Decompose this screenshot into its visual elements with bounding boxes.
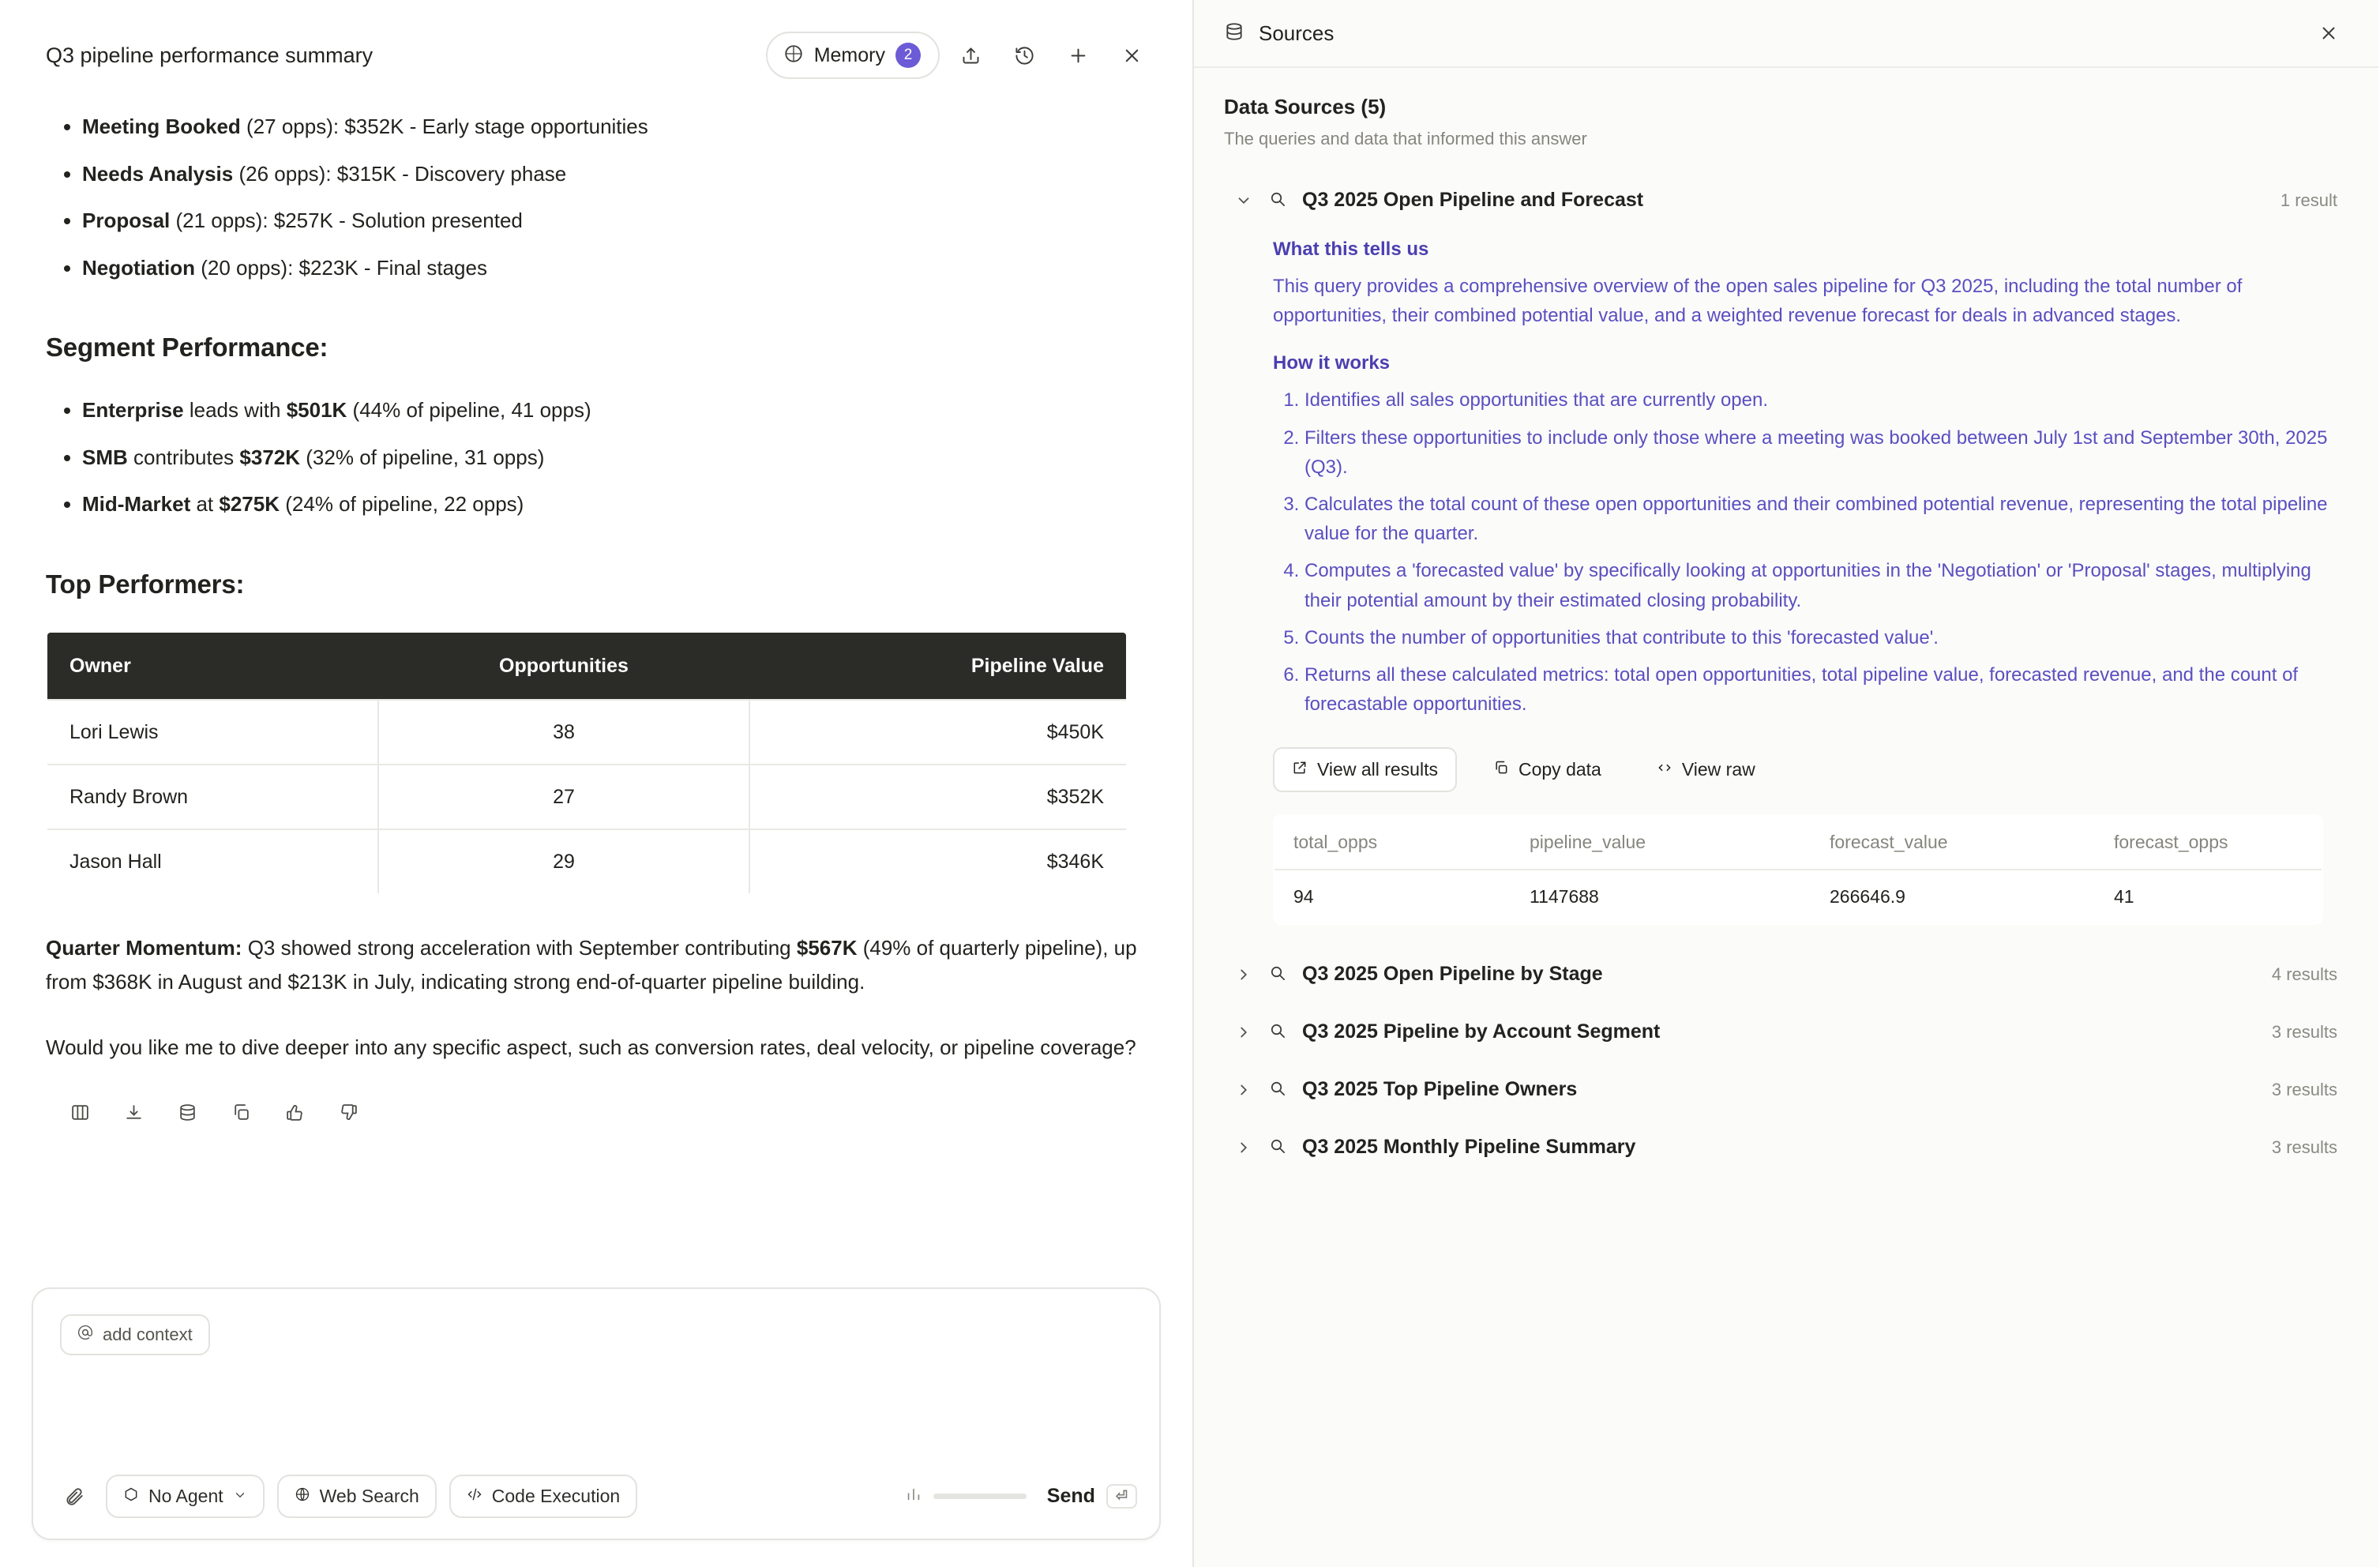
copy-icon [1493, 759, 1509, 780]
list-item [82, 158, 1147, 191]
copy-data-label: Copy data [1518, 759, 1601, 780]
list-item: 3. Calculates the total count of these open opportunities and their combined potential revenue, representing the total pipeline value for the quarter. [1304, 490, 2336, 548]
chevron-right-icon[interactable] [1235, 966, 1252, 983]
send-shortcut: ⏎ [1106, 1484, 1137, 1509]
data-sources-subtitle: The queries and data that informed this answer [1224, 129, 1587, 148]
stage-name: Meeting Booked [82, 115, 241, 138]
top-performers-table [46, 631, 1128, 895]
search-icon [1268, 190, 1286, 212]
cell-forecast-value: 266646.9 [1830, 886, 1905, 908]
database-icon[interactable] [166, 1091, 208, 1133]
cell-opportunities: 27 [378, 765, 749, 829]
composer-toolbar [33, 1475, 1159, 1539]
context-meter-bar [933, 1494, 1027, 1499]
code-execution-toggle[interactable] [449, 1475, 637, 1518]
stage-bullet-list [46, 111, 1147, 284]
query-row-pipeline-by-account-segment[interactable] [1224, 1003, 2348, 1061]
context-meter [905, 1486, 1027, 1507]
table-row [47, 829, 1127, 894]
list-item: 1. Identifies all sales opportunities that are currently open. [1304, 385, 2336, 415]
view-raw-button[interactable] [1638, 747, 1774, 792]
segment-mid: at [190, 492, 220, 517]
quarter-momentum-paragraph [46, 931, 1147, 999]
chevron-right-icon[interactable] [1235, 1024, 1252, 1041]
agent-selector[interactable] [106, 1475, 265, 1518]
page-title: Q3 pipeline performance summary [46, 43, 374, 67]
add-context-label: add context [103, 1325, 193, 1344]
cell-owner: Jason Hall [47, 829, 378, 894]
momentum-value: $567K [796, 935, 858, 960]
segment-name: Enterprise [82, 398, 184, 423]
search-icon [1268, 964, 1286, 986]
segment-value: $275K [219, 492, 280, 517]
cell-forecast-opps: 41 [2114, 886, 2134, 908]
stage-name: Proposal [82, 209, 171, 233]
sources-header [1194, 0, 2378, 68]
query-detail [1224, 239, 2348, 925]
segment-mid: leads with [183, 398, 287, 423]
collapsed-queries [1224, 945, 2348, 1176]
column-header-forecast-opps: forecast_opps [2095, 815, 2322, 870]
attachment-icon[interactable] [55, 1478, 93, 1516]
query-row-open-pipeline-by-stage[interactable] [1224, 945, 2348, 1003]
agent-icon [123, 1486, 139, 1507]
chevron-right-icon[interactable] [1235, 1081, 1252, 1099]
segment-name: Mid-Market [82, 492, 191, 517]
list-item [82, 442, 1147, 475]
stage-detail: (21 opps): $257K - Solution presented [170, 209, 523, 233]
chart-icon [905, 1486, 922, 1507]
close-icon[interactable] [1109, 32, 1154, 78]
list-item [82, 252, 1147, 285]
new-chat-button[interactable] [1055, 32, 1101, 78]
sources-icon [1224, 21, 1244, 46]
table-header-row [1274, 815, 2322, 870]
list-item: 5. Counts the number of opportunities that contribute to this 'forecasted value'. [1304, 623, 2336, 652]
stage-detail: (20 opps): $223K - Final stages [195, 255, 487, 280]
message-composer[interactable] [32, 1287, 1161, 1540]
chat-header [0, 0, 1192, 111]
thumbs-up-icon[interactable] [273, 1091, 316, 1133]
momentum-text-1: Q3 showed strong acceleration with September contributing [242, 935, 797, 960]
cell-pipeline-value: $352K [749, 765, 1127, 829]
cell-owner: Randy Brown [47, 765, 378, 829]
web-search-label: Web Search [319, 1486, 419, 1506]
segment-value: $501K [286, 398, 347, 423]
query-label: Q3 2025 Pipeline by Account Segment [1302, 1020, 1661, 1043]
query-result-count: 3 results [2271, 1021, 2337, 1042]
detail-button-row [1273, 747, 2336, 792]
code-icon [467, 1486, 482, 1507]
segment-mid: contributes [127, 445, 240, 469]
copy-data-button[interactable] [1474, 747, 1620, 792]
list-item [82, 111, 1147, 144]
code-icon [1657, 759, 1672, 780]
table-row [47, 700, 1127, 765]
search-icon [1268, 1079, 1286, 1101]
stage-detail: (27 opps): $352K - Early stage opportunities [240, 115, 648, 138]
column-header-opportunities: Opportunities [378, 632, 749, 700]
followup-question: Would you like me to dive deeper into any specific aspect, such as conversion rates, deal velocity, or pipeline coverage? [46, 1035, 1136, 1059]
globe-icon [295, 1486, 310, 1507]
quarter-momentum-label: Quarter Momentum: [46, 935, 242, 960]
cell-owner: Lori Lewis [47, 700, 378, 765]
segment-bullet-list [46, 394, 1147, 521]
agent-label: No Agent [148, 1486, 223, 1506]
copy-icon[interactable] [220, 1091, 262, 1133]
chevron-down-icon [233, 1486, 247, 1507]
stage-name: Negotiation [82, 255, 195, 280]
segment-name: SMB [82, 445, 128, 469]
send-label: Send [1046, 1485, 1095, 1507]
table-row [47, 765, 1127, 829]
segment-value: $372K [239, 445, 301, 469]
segment-post: (32% of pipeline, 31 opps) [300, 445, 545, 469]
add-context-button[interactable] [60, 1314, 210, 1355]
web-search-toggle[interactable] [277, 1475, 437, 1518]
query-label: Q3 2025 Open Pipeline and Forecast [1302, 189, 1644, 211]
column-header-pipeline-value: Pipeline Value [749, 632, 1127, 700]
memory-count-badge: 2 [895, 43, 921, 68]
view-all-results-button[interactable] [1273, 747, 1457, 792]
cell-pipeline-value: $346K [749, 829, 1127, 894]
list-item: 4. Computes a 'forecasted value' by specifically looking at opportunities in the 'Negotiation' or 'Proposal' stages, multiplying their potential amount by their estimated closing probability. [1304, 556, 2336, 614]
columns-icon[interactable] [58, 1091, 101, 1133]
header-actions [766, 32, 1154, 79]
search-icon [1268, 1137, 1286, 1159]
query-row-open-pipeline-and-forecast[interactable] [1224, 171, 2348, 229]
message-action-bar [46, 1091, 1147, 1133]
query-row-monthly-pipeline-summary[interactable] [1224, 1118, 2348, 1176]
composer-wrapper [0, 1287, 1192, 1567]
download-icon[interactable] [112, 1091, 155, 1133]
share-button[interactable] [948, 32, 993, 78]
sources-pane [1194, 0, 2378, 1567]
sources-title: Sources [1259, 21, 1335, 45]
query-label: Q3 2025 Monthly Pipeline Summary [1302, 1136, 1636, 1159]
list-item [82, 205, 1147, 238]
memory-icon [783, 43, 804, 68]
cell-pipeline-value: 1147688 [1530, 886, 1599, 908]
segment-post: (24% of pipeline, 22 opps) [280, 492, 524, 517]
table-header-row [47, 632, 1127, 700]
query-group-1 [1224, 171, 2348, 925]
momentum-text-2: (49% of quarterly pipeline), up from $368K in August and $213K in July, indicating strong end-of-quarter pipeline building. [46, 935, 1137, 994]
how-it-works-steps [1273, 385, 2336, 719]
list-item: 2. Filters these opportunities to include only those where a meeting was booked between July 1st and September 30th, 2025 (Q3). [1304, 423, 2336, 482]
external-link-icon [1292, 759, 1308, 780]
query-result-count: 3 results [2271, 1137, 2337, 1157]
column-header-owner: Owner [47, 632, 378, 700]
at-icon [77, 1325, 93, 1345]
query-label: Q3 2025 Top Pipeline Owners [1302, 1078, 1578, 1101]
list-item [82, 488, 1147, 521]
column-header-pipeline-value: pipeline_value [1511, 815, 1811, 870]
send-button[interactable] [1039, 1484, 1137, 1509]
query-label: Q3 2025 Open Pipeline by Stage [1302, 963, 1603, 986]
list-item [82, 394, 1147, 427]
search-icon [1268, 1021, 1286, 1043]
cell-opportunities: 29 [378, 829, 749, 894]
segment-performance-heading: Segment Performance: [46, 333, 328, 363]
cell-total-opps: 94 [1293, 886, 1314, 908]
query-result-count: 1 result [2280, 190, 2337, 210]
how-it-works-heading: How it works [1273, 352, 1391, 374]
what-this-tells-us-heading: What this tells us [1273, 239, 1429, 260]
query-result-count: 4 results [2271, 964, 2337, 984]
stage-name: Needs Analysis [82, 161, 234, 186]
list-item: 6. Returns all these calculated metrics: total open opportunities, total pipeline value, forecasted revenue, and the count of forecastable opportunities. [1304, 660, 2336, 719]
view-raw-label: View raw [1681, 759, 1755, 780]
thumbs-down-icon[interactable] [327, 1091, 370, 1133]
memory-label: Memory [813, 43, 885, 66]
stage-detail: (26 opps): $315K - Discovery phase [233, 161, 567, 186]
code-execution-label: Code Execution [491, 1486, 621, 1506]
view-all-results-label: View all results [1317, 759, 1438, 780]
table-row [1274, 870, 2322, 924]
data-sources-heading: Data Sources (5) [1224, 95, 1387, 118]
query-row-top-pipeline-owners[interactable] [1224, 1061, 2348, 1118]
history-button[interactable] [1001, 32, 1047, 78]
column-header-forecast-value: forecast_value [1811, 815, 2095, 870]
cell-opportunities: 38 [378, 700, 749, 765]
chevron-right-icon[interactable] [1235, 1139, 1252, 1156]
cell-pipeline-value: $450K [749, 700, 1127, 765]
chevron-down-icon[interactable] [1235, 192, 1252, 209]
sources-body [1194, 68, 2378, 1567]
close-sources-icon[interactable] [2306, 10, 2352, 56]
column-header-total-opps: total_opps [1274, 815, 1511, 870]
top-performers-heading: Top Performers: [46, 569, 245, 599]
message-content [0, 111, 1192, 1287]
memory-button[interactable] [766, 32, 940, 79]
query-result-count: 3 results [2271, 1079, 2337, 1099]
segment-post: (44% of pipeline, 41 opps) [347, 398, 591, 423]
what-this-tells-us-text: This query provides a comprehensive overview of the open sales pipeline for Q3 2025, including the total number of opportunities, their combined potential value, and a weighted revenue forecast for deals in advanced stages. [1273, 276, 2243, 327]
query-result-table [1273, 814, 2323, 925]
